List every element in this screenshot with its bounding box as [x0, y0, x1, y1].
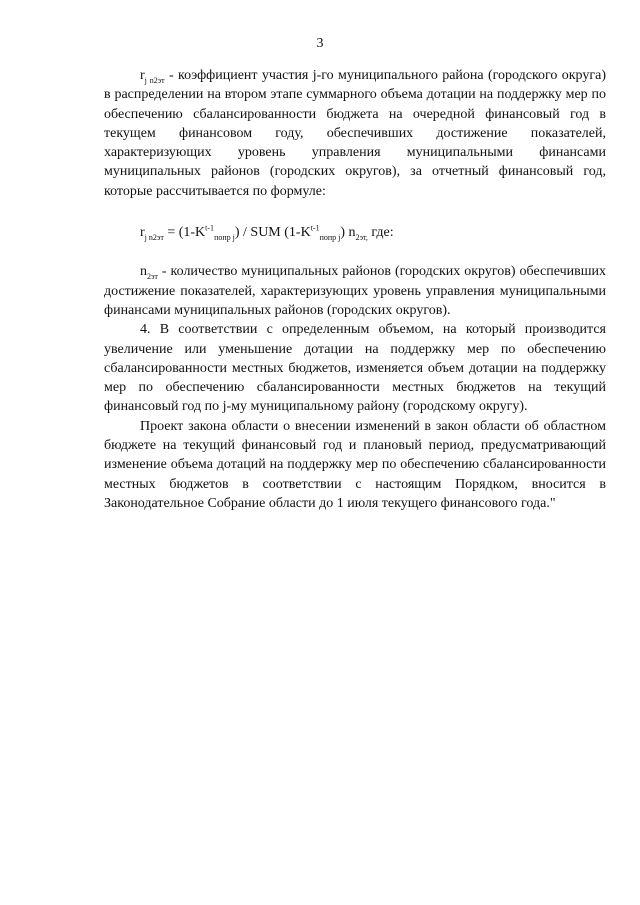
document-body	[104, 66, 606, 513]
symbol-n: $n_{2эт}$	[140, 264, 158, 282]
paragraph-n-definition	[104, 262, 606, 320]
paragraph-law-project: Проект закона области о внесении изменений в закон области об областном бюджете на текущий финансовый год и плановый период, предусматривающий изменение объема дотаций на поддержку мер по обеспечению сбалансированности местных бюджетов в соответствии с настоящим Порядком, вносится в Законодательное Собрание области до 1 июля текущего финансового года."	[104, 418, 606, 511]
page-number: 3	[316, 36, 324, 51]
paragraph-item-4: 4. В соответствии с определенным объемом, на который производится увеличение или уменьшение дотации на поддержку мер по обеспечению сбалансированности местных бюджетов, изменяется объем дотации на поддержку мер по обеспечению сбалансированности местных бюджетов на текущий финансовый год по j-му муниципальному району (городскому округу).	[104, 322, 606, 415]
paragraph-text: - коэффициент участия j-го муниципального района (городского округа) в распределении на втором этапе суммарного объема дотации на поддержку мер по обеспечению сбалансированности бюджета на очередной финансовый год в текущем финансовом году, обеспечивших достижение показателей, характеризующих уровень управления муниципальными финансами муниципальных районов (городских округов), за отчетный финансовый год, которые рассчитывается по формуле:	[104, 68, 606, 199]
paragraph-coefficient-definition	[104, 66, 606, 201]
symbol-r: $r_{j n2эт}$	[140, 68, 165, 85]
paragraph-text: - количество муниципальных районов (городских округов) обеспечивших достижение показателей, характеризующих уровень управления муниципальными финансами муниципальных районов (городских округов).	[104, 264, 606, 318]
formula: $r_{j n2эт} = (1-K^{t-1}_{попр j})$ / SUM $(1-K^{t-1}_{попр j})$ $n_{2эт,}$ где:	[140, 223, 394, 242]
